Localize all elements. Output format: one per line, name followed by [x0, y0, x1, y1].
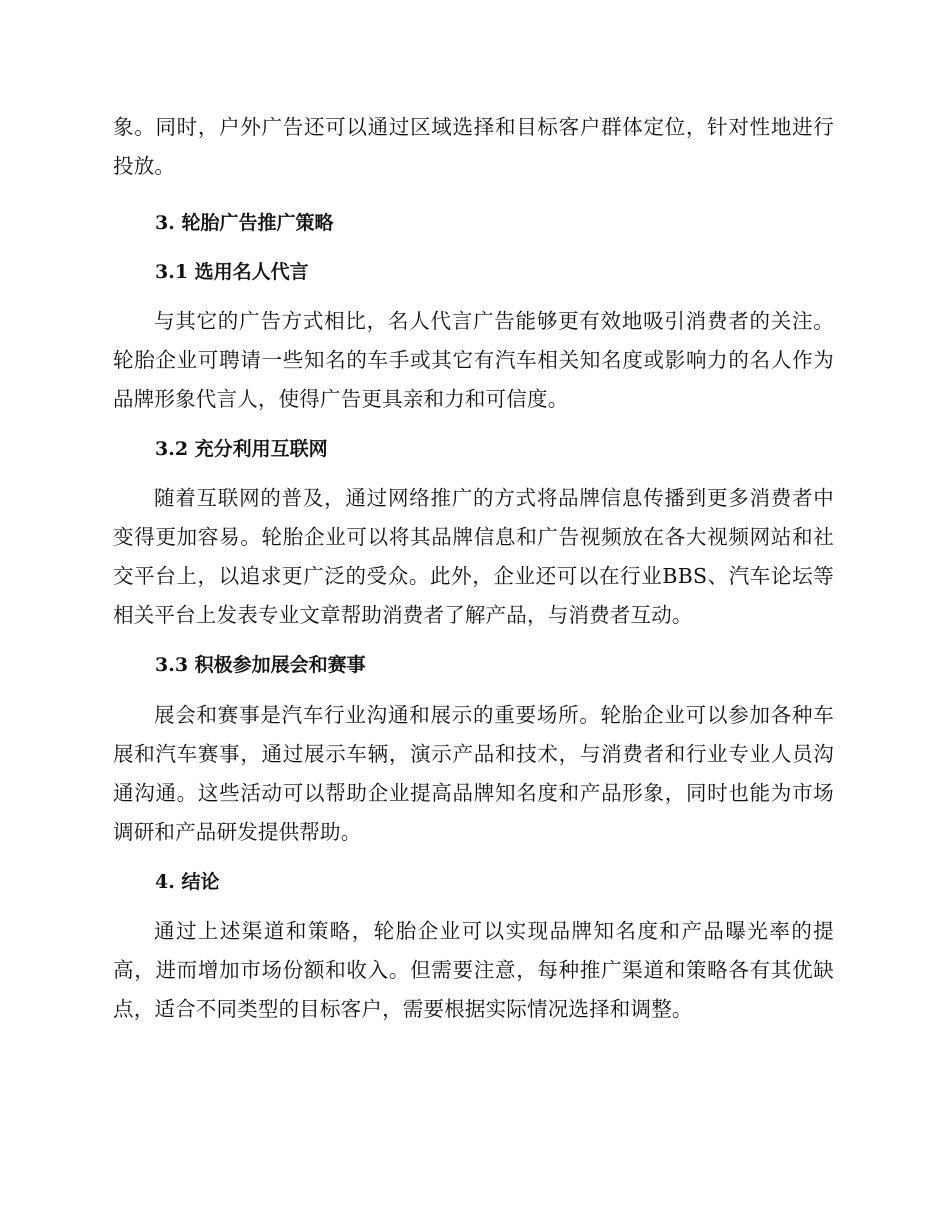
paragraph-continued: 象。同时，户外广告还可以通过区域选择和目标客户群体定位，针对性地进行投放。 [113, 115, 834, 178]
paragraph-4: 通过上述渠道和策略，轮胎企业可以实现品牌知名度和产品曝光率的提高，进而增加市场份额和收入。但需要注意，每种推广渠道和策略各有其优缺点，适合不同类型的目标客户，需要根据实际情况选择和调整。 [113, 919, 834, 1021]
subsection-heading-3-1: 3.1 选用名人代言 [155, 261, 309, 283]
subsection-heading-3-3: 3.3 积极参加展会和赛事 [155, 654, 366, 676]
paragraph-3-1: 与其它的广告方式相比，名人代言广告能够更有效地吸引消费者的关注。轮胎企业可聘请一些知名的车手或其它有汽车相关知名度或影响力的名人作为品牌形象代言人，使得广告更具亲和力和可信度。 [113, 309, 834, 411]
subsection-heading-3-2: 3.2 充分利用互联网 [155, 438, 328, 460]
paragraph-3-3: 展会和赛事是汽车行业沟通和展示的重要场所。轮胎企业可以参加各种车展和汽车赛事，通过展示车辆，演示产品和技术，与消费者和行业专业人员沟通沟通。这些活动可以帮助企业提高品牌知名度和产品形象，同时也能为市场调研和产品研发提供帮助。 [113, 703, 834, 844]
section-heading-4: 4. 结论 [155, 871, 220, 893]
paragraph-3-2: 随着互联网的普及，通过网络推广的方式将品牌信息传播到更多消费者中变得更加容易。轮胎企业可以将其品牌信息和广告视频放在各大视频网站和社交平台上，以追求更广泛的受众。此外，企业还可以在行业BBS、汽车论坛等相关平台上发表专业文章帮助消费者了解产品，与消费者互动。 [113, 486, 834, 627]
section-heading-3: 3. 轮胎广告推广策略 [155, 212, 334, 234]
